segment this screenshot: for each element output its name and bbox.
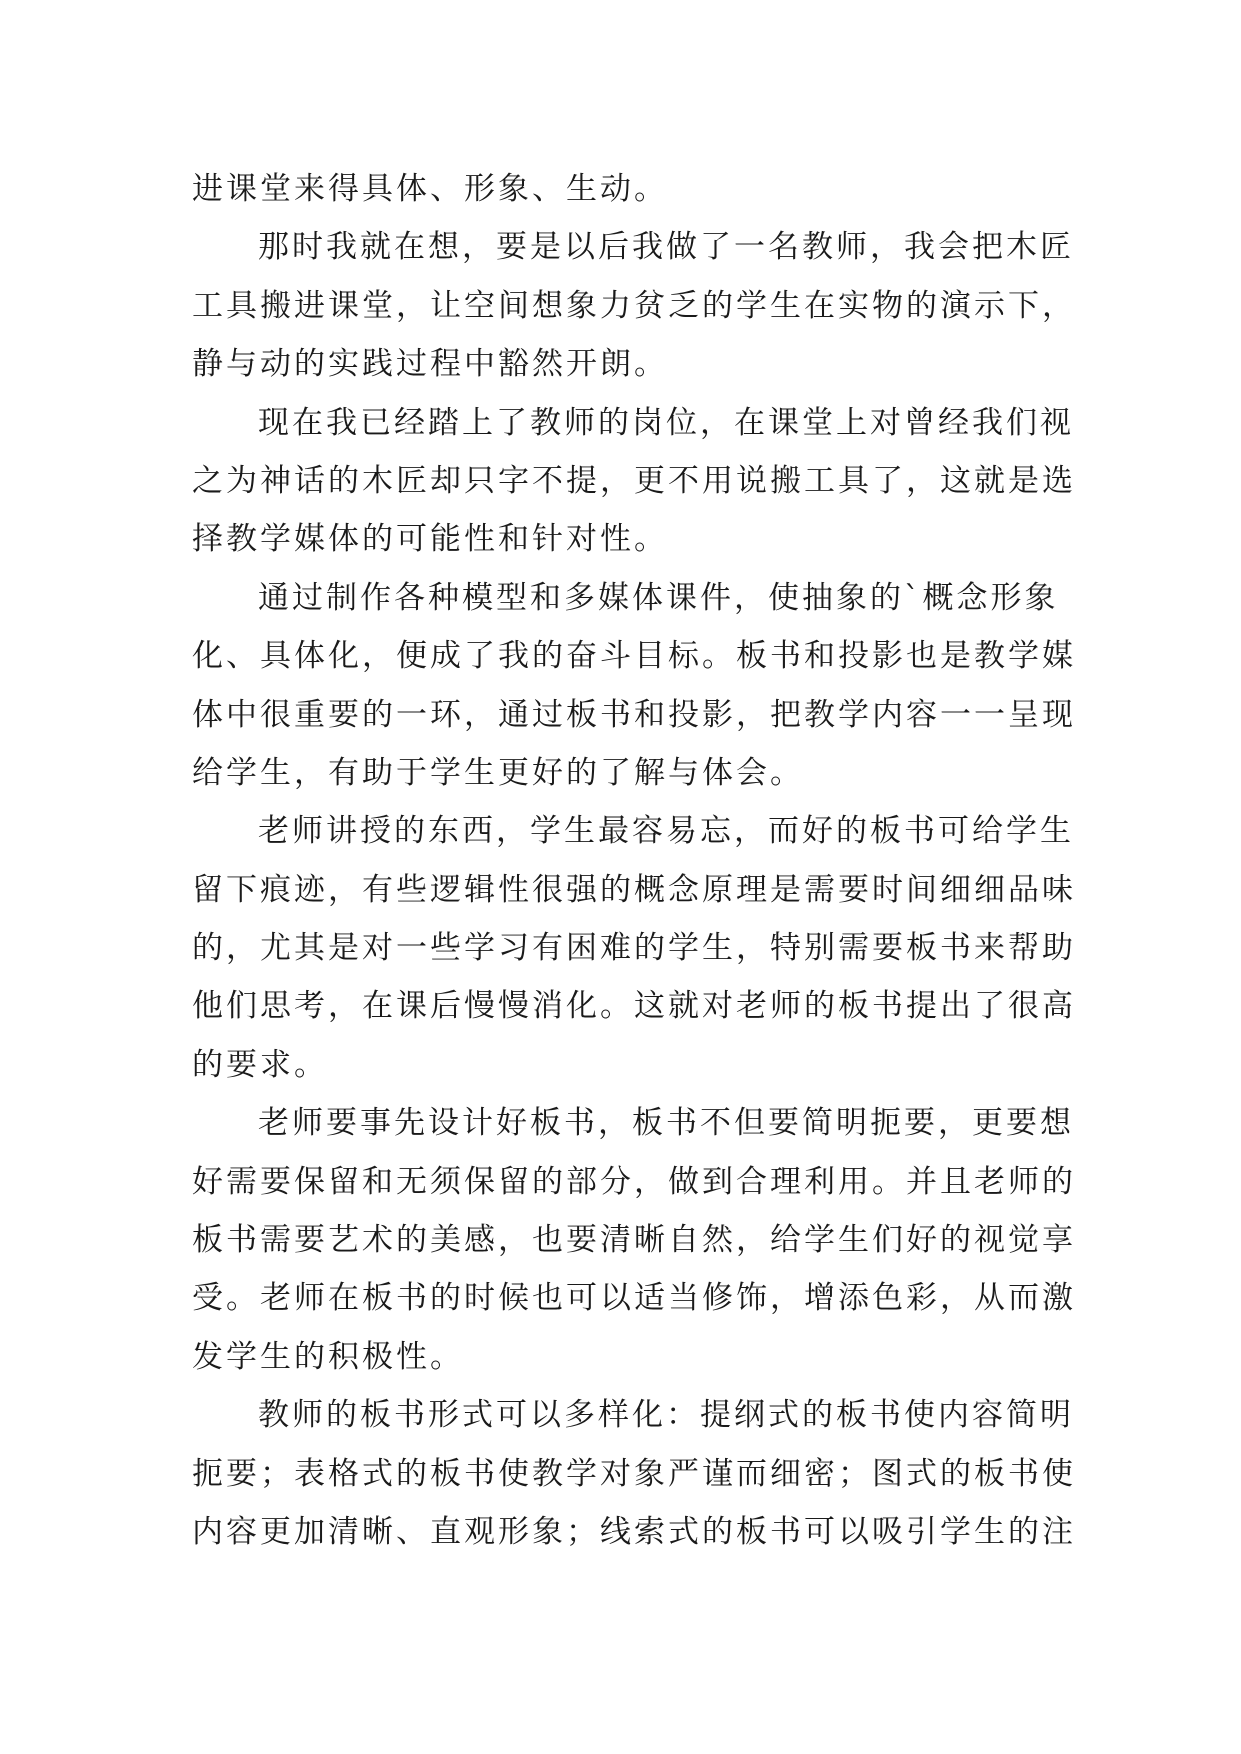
text-line: 进课堂来得具体、形象、生动。	[192, 171, 668, 207]
text-line: 静与动的实践过程中豁然开朗。	[192, 346, 668, 383]
text-line: 的要求。	[192, 1046, 328, 1083]
text-line: 择教学媒体的可能性和针对性。	[192, 521, 668, 558]
text-line: 老师讲授的东西，学生最容易忘，而好的板书可给学生	[258, 813, 1074, 850]
text-line: 化、具体化，便成了我的奋斗目标。板书和投影也是教学媒	[192, 638, 1076, 675]
text-line: 的，尤其是对一些学习有困难的学生，特别需要板书来帮助	[192, 930, 1076, 967]
text-line: 板书需要艺术的美感，也要清晰自然，给学生们好的视觉享	[192, 1222, 1076, 1259]
text-line: 受。老师在板书的时候也可以适当修饰，增添色彩，从而激	[192, 1280, 1076, 1317]
text-line: 留下痕迹，有些逻辑性很强的概念原理是需要时间细细品味	[192, 871, 1076, 908]
text-line: 扼要；表格式的板书使教学对象严谨而细密；图式的板书使	[192, 1455, 1076, 1492]
text-line: 通过制作各种模型和多媒体课件，使抽象的`概念形象	[258, 579, 1059, 616]
text-line: 给学生，有助于学生更好的了解与体会。	[192, 754, 804, 791]
text-line: 现在我已经踏上了教师的岗位，在课堂上对曾经我们视	[258, 404, 1074, 441]
text-line: 发学生的积极性。	[192, 1338, 464, 1375]
text-line: 内容更加清晰、直观形象；线索式的板书可以吸引学生的注	[192, 1513, 1076, 1550]
text-line: 教师的板书形式可以多样化：提纲式的板书使内容简明	[258, 1397, 1074, 1434]
body-text	[192, 160, 1076, 1561]
text-line: 他们思考，在课后慢慢消化。这就对老师的板书提出了很高	[192, 988, 1076, 1025]
text-line: 老师要事先设计好板书，板书不但要简明扼要，更要想	[258, 1105, 1074, 1142]
text-line: 工具搬进课堂，让空间想象力贫乏的学生在实物的演示下，	[192, 287, 1076, 324]
text-line: 之为神话的木匠却只字不提，更不用说搬工具了，这就是选	[192, 462, 1076, 499]
text-line: 体中很重要的一环，通过板书和投影，把教学内容一一呈现	[192, 696, 1076, 733]
text-line: 那时我就在想，要是以后我做了一名教师，我会把木匠	[258, 229, 1074, 266]
text-line: 好需要保留和无须保留的部分，做到合理利用。并且老师的	[192, 1163, 1076, 1200]
